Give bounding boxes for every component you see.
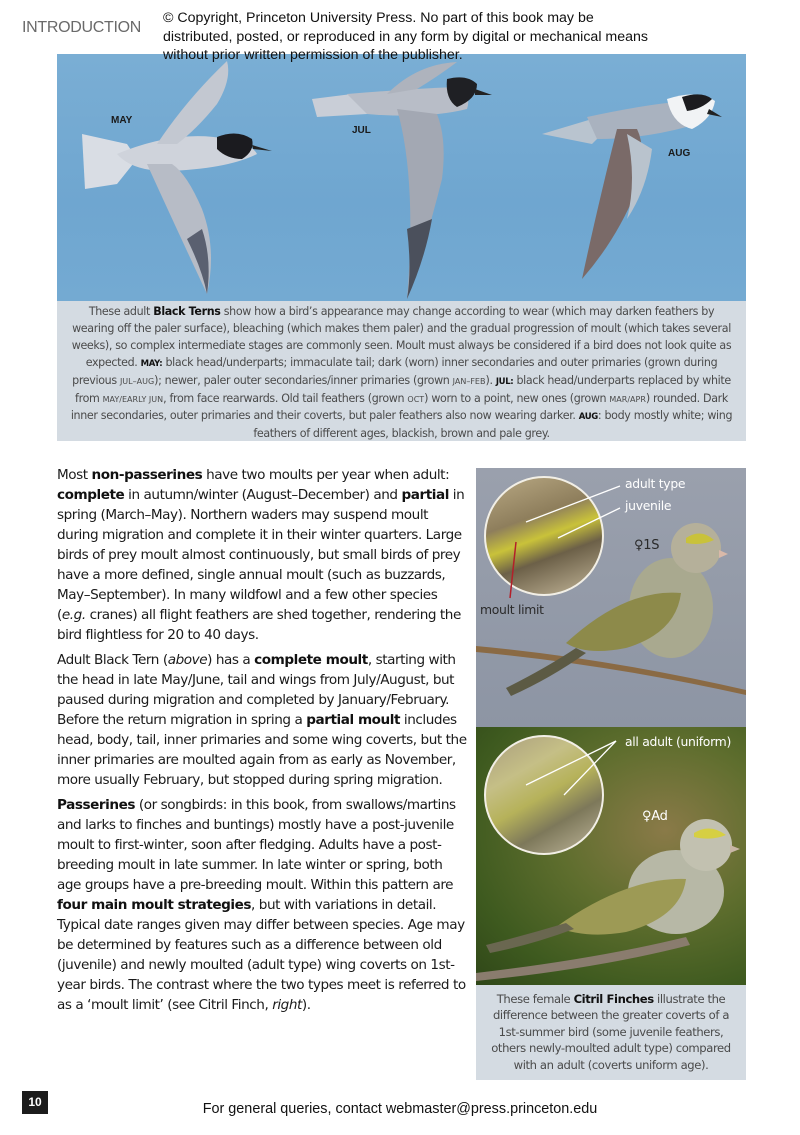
label-moult-limit: moult limit [480, 602, 544, 617]
caption-aug-label: AUG [578, 412, 598, 423]
finch-caption [476, 985, 746, 1080]
citril-finch-figure [476, 468, 746, 1080]
tern-jul-image [307, 59, 507, 301]
label-adult-type: adult type [625, 476, 686, 491]
caption-jul-label: JUL: [495, 376, 514, 387]
finch-adult-photo [476, 727, 746, 985]
text: in autumn/winter (August–December) and [124, 487, 402, 503]
caption-text: black head/underparts; immaculate tail; dark (worn) inner secondaries and outer primaries (grown during previous [72, 355, 718, 387]
caption-text: : body mostly white; wing feathers of different ages, blackish, brown and pale grey. [253, 409, 733, 441]
caption-text: ) rounded. Dark inner secondaries, outer primaries and their coverts, but paler feathers also now wearing darker. [70, 391, 728, 423]
text: , but with variations in detail. Typical date ranges given may differ between species. Age may be determined by features such as a difference between old (juvenile) and newly moulted (adult type) wing coverts on 1st-year birds. The contrast where the two types meet is referred to as a ‘moult limit’ (see Citril Finch, [57, 897, 466, 1013]
label-jul: JUL [352, 125, 371, 136]
caption-date: MAR/APR [609, 394, 646, 404]
contact-footer: For general queries, contact webmaster@press.princeton.edu [202, 1101, 598, 1117]
caption-date: MAY/EARLY JUN [102, 394, 164, 404]
tern-may-image [77, 59, 297, 299]
caption-date: JUL–AUG [119, 376, 155, 386]
caption-date: JAN–FEB [452, 376, 486, 386]
text: Most [57, 467, 92, 483]
emphasis: e.g. [61, 607, 86, 623]
term: non-passerines [91, 467, 203, 483]
finch-1s-bird [476, 468, 746, 727]
finch-adult-bird [476, 727, 746, 985]
term: partial [401, 487, 449, 503]
caption-text: These female [496, 992, 574, 1006]
text: includes head, body, tail, inner primaries and some wing coverts, but the inner primaries are moulted again from as early as November, more usually February, but stopped during spring migration. [57, 712, 467, 788]
text: ). [301, 997, 311, 1013]
term: Passerines [57, 797, 136, 813]
label-female-adult: ♀Ad [642, 809, 668, 824]
caption-text: illustrate the difference between the greater coverts of a 1st-summer bird (some juvenile feathers, others newly-moulted adult type) compared with an adult (coverts uniform age). [491, 992, 731, 1072]
label-aug: AUG [668, 148, 691, 159]
text: ) has a [207, 652, 255, 668]
body-text [57, 465, 469, 1020]
text: , starting with the head in late May/June, tail and wings from July/August, but paused during migration and completed by January/February. Before the return migration in spring a [57, 652, 456, 728]
terns-caption [57, 301, 746, 441]
caption-date: OCT [407, 394, 425, 404]
caption-text: show how a bird’s appearance may change according to wear (which may darken feathers by wearing off the paler surface), bleaching (which makes them paler) and the gradual progression of moult (which takes several weeks), so complex intermediate stages are commonly seen. Moult must always be considered if a bird does not look quite as expected. [71, 305, 732, 369]
caption-species: Citril Finches [573, 992, 654, 1006]
caption-text: , from face rearwards. Old tail feathers (grown [163, 391, 408, 405]
caption-text: These adult [88, 305, 154, 318]
caption-text: ). [485, 373, 496, 387]
paragraph-non-passerines [57, 465, 469, 645]
emphasis: right [272, 997, 302, 1013]
page-number: 10 [22, 1091, 48, 1114]
caption-text: ) worn to a point, new ones (grown [424, 391, 610, 405]
term: complete [57, 487, 125, 503]
emphasis: above [167, 652, 208, 668]
finch-1s-photo [476, 468, 746, 727]
label-all-adult: all adult (uniform) [625, 734, 731, 749]
text: Adult Black Tern ( [57, 652, 168, 668]
text: (or songbirds: in this book, from swallows/martins and larks to finches and buntings) mostly have a post-juvenile moult to first-winter, soon after fledging. Adults have a post-breeding moult in late summer. In late winter or spring, both age groups have a pre-breeding moult. Within this pattern are [57, 797, 456, 893]
tern-aug-image [537, 89, 737, 301]
caption-may-label: MAY: [140, 358, 163, 369]
label-female-1s: ♀1S [634, 538, 660, 553]
copyright-notice: © Copyright, Princeton University Press. No part of this book may be distributed, posted, or reproduced in any form by digital or mechanical means without prior written permission of the publisher. [163, 10, 648, 63]
text: cranes) all flight feathers are shed together, rendering the bird flightless for 20 to 40 days. [57, 607, 461, 643]
paragraph-black-tern [57, 650, 469, 790]
caption-text: black head/underparts replaced by white from [75, 373, 731, 405]
paragraph-passerines [57, 795, 469, 1015]
text: have two moults per year when adult: [202, 467, 450, 483]
section-heading: INTRODUCTION [22, 19, 142, 36]
label-juvenile: juvenile [625, 498, 672, 513]
term: partial moult [306, 712, 401, 728]
black-terns-photo [57, 54, 746, 301]
caption-text: ); newer, paler outer secondaries/inner primaries (grown [154, 373, 453, 387]
caption-species: Black Terns [153, 305, 221, 318]
term: four main moult strategies [57, 897, 252, 913]
term: complete moult [254, 652, 368, 668]
label-may: MAY [111, 115, 133, 126]
text: in spring (March–May). Northern waders may suspend moult during migration and complete it in their winter quarters. Large birds of prey moult almost continuously, but small birds of prey have a more defined, single annual moult (such as buzzards, May–September). In many wildfowl and a few other species ( [57, 487, 465, 623]
